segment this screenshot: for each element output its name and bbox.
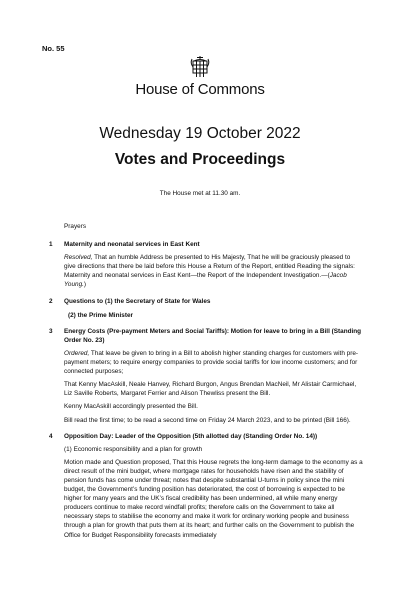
item-paragraph: Bill read the first time; to be read a second time on Friday 24 March 2023, and to be printed (Bill 166). bbox=[64, 416, 351, 424]
sitting-date: Wednesday 19 October 2022 bbox=[99, 125, 301, 142]
portcullis-crest-icon bbox=[188, 55, 212, 79]
resolved-lead: Resolved, bbox=[64, 254, 93, 262]
proceeding-item-3 bbox=[49, 327, 363, 425]
issue-number: No. 55 bbox=[42, 44, 65, 53]
item-paragraph: Kenny MacAskill accordingly presented the Bill. bbox=[64, 403, 198, 411]
sitting-start-text: The House met at 11.30 am. bbox=[159, 190, 241, 197]
item-paragraph bbox=[64, 349, 363, 376]
proceeding-item-2 bbox=[49, 297, 363, 320]
item-subheading: (2) the Prime Minister bbox=[68, 311, 133, 319]
ordered-lead: Ordered, bbox=[64, 349, 90, 357]
mover-name: Jacob Young. bbox=[64, 272, 347, 289]
proceeding-item-1 bbox=[49, 240, 363, 289]
item-heading: Energy Costs (Pre-payment Meters and Social Tariffs): Motion for leave to bring in a Bill (Standing Order No. 23) bbox=[64, 327, 362, 344]
proceeding-item-4 bbox=[49, 432, 363, 540]
house-name: House of Commons bbox=[135, 81, 265, 98]
ordered-text: That leave be given to bring in a Bill to abolish higher standing charges for customers with pre-payment meters; to require energy companies to provide social tariffs for low income customers; and for connected purposes; bbox=[64, 349, 359, 376]
closing-bracket: ) bbox=[83, 281, 87, 289]
prayers-label: Prayers bbox=[64, 223, 87, 230]
document-title: Votes and Proceedings bbox=[114, 151, 286, 168]
item-heading: Questions to (1) the Secretary of State for Wales bbox=[64, 297, 211, 305]
item-paragraph: Motion made and Question proposed, That this House regrets the long-term damage to the economy as a direct result of the mini budget, where mortgage rates for households have risen and the stability of pension funds has come under threat; notes that despite substantial U-turns in policy since the mini budget, the Government’s funding position has deteriorated, the cost of borrowing is expected to be higher for many years and the UK’s fiscal credibility has been undermined, all while many energy producers continue to make record windfall profits; therefore calls on the Government to take all necessary steps to stabilise the economy and make it work for ordinary working people and business through a plan for growth that puts them at its heart; and further calls on the Government to publish the Office for Budget Responsibility forecasts immediately bbox=[64, 458, 363, 539]
item-number: 1 bbox=[49, 241, 53, 249]
item-paragraph bbox=[64, 253, 363, 289]
item-number: 4 bbox=[49, 432, 53, 440]
item-number: 2 bbox=[49, 297, 53, 305]
item-subheading: (1) Economic responsibility and a plan for growth bbox=[64, 445, 203, 453]
resolved-text: That an humble Address be presented to His Majesty, That he will be graciously pleased to give directions that there be laid before this House a Return of the Report, entitled Reading the signals: Maternity and neonatal services in East Kent—the Report of the Independent Investigation.—( bbox=[64, 254, 355, 280]
item-heading: Maternity and neonatal services in East Kent bbox=[64, 241, 200, 249]
item-heading: Opposition Day: Leader of the Opposition (5th allotted day (Standing Order No. 14)) bbox=[64, 432, 318, 440]
proceedings-body bbox=[49, 222, 363, 547]
item-number: 3 bbox=[49, 327, 53, 335]
item-paragraph: That Kenny MacAskill, Neale Hanvey, Richard Burgon, Angus Brendan MacNeil, Mr Alistair Carmichael, Liz Saville Roberts, Margaret Ferrier and Alison Thewliss present the Bill. bbox=[64, 381, 357, 398]
